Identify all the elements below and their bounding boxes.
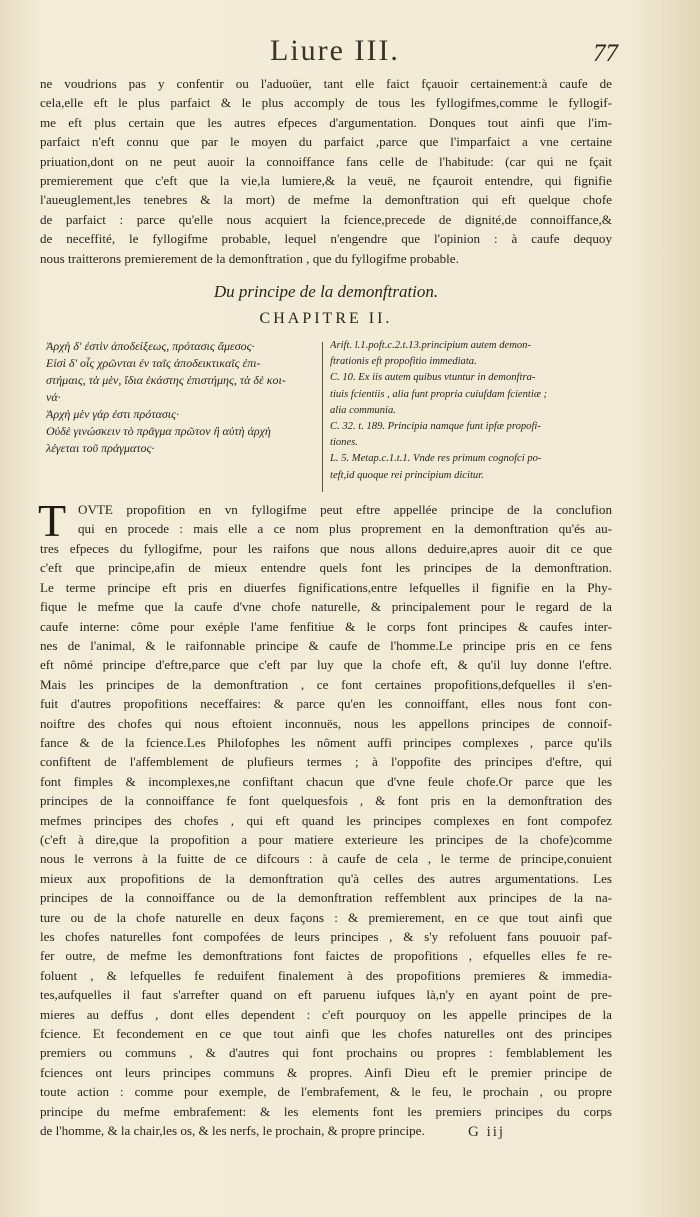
latin-note-line: ftrationis eft propofitio immediata.: [330, 356, 477, 368]
text-line: l'aueuglement,les tenebres & la mort) de mefme la demonftration qui eft quelque chofe: [40, 192, 612, 208]
text-line: OVTE propofition en vn fyllogifme peut eftre appellée principe de la conclufion: [78, 502, 612, 518]
text-line: ne voudrions pas y confentir ou l'aduoüer, tant elle faict fçauoir certainement:à caufe de: [40, 76, 612, 91]
text-line: font fimples & incomplexes,ne confiftant chacun que d'vne feule chofe.Or parce que les: [40, 773, 612, 789]
text-line: toute action : comme pour exemple, de l'embrafement, & le feu, le prochain , ou propre: [40, 1084, 612, 1100]
text-line: tres efpeces du fyllogifme, pour les raifons que nous allons deduire,apres auoir dit ce que: [40, 540, 612, 556]
text-line: premiers ou communs , & d'autres qui font prochains ou propres : femblablement les: [40, 1045, 612, 1061]
text-line: principe du mefme embrafement: & les elements font les premiers principes du corps: [40, 1103, 612, 1119]
text-line: principes de la connoiffance ou de la demonftration reffemblent aux principes de la na-: [40, 890, 612, 906]
text-line: fciences ont leurs principes communs & propres. Ainfi Dieu eft le premier principe de: [40, 1064, 612, 1080]
latin-note-line: L. 5. Metap.c.1.t.1. Vnde res primum cognofci po-: [330, 453, 542, 465]
latin-note-line: tiuis fcientiis , alia funt propria cuiufdam fcientiæ ;: [330, 388, 548, 400]
text-line: premierement que c'eft que la vie,la lumiere,& la veuë, ne fçauroit entendre, qui fignifie: [40, 173, 612, 189]
latin-note-line: tiones.: [330, 437, 358, 449]
greek-line: Οὐδὲ γινώσκειν τὸ πρᾶγμα πρῶτον ἢ αὐτὴ ἀρχὴ: [46, 424, 271, 439]
text-line: les chofes naturelles font compofées de leurs principes , & s'y refoluent fans pouuoir paf-: [40, 929, 612, 944]
text-line: principes de la connoiffance fe font quelquesfois , & font pris en la demonftration des: [40, 793, 612, 809]
section-heading: Du principe de la demonftration.: [213, 282, 439, 302]
text-line: mieux aux propofitions de la demonftration qu'à celles des autres argumentations. Les: [40, 870, 612, 886]
text-line: confiftent de l'affemblement de plufieurs termes ; à l'oppofite des principes d'eftre, qui: [40, 754, 612, 770]
text-line: nes de l'animal, & le raifonnable principe & caufe de l'homme.Le principe pris en ce fens: [40, 637, 612, 653]
greek-quotations: [46, 338, 318, 457]
running-head: [0, 34, 700, 74]
running-title: Liure III.: [270, 34, 400, 67]
greek-line: στήμαις, τὰ μὲν, ἴδια ἑκάστης ἐπιστήμης, τὰ δὲ κοι-: [46, 373, 286, 388]
text-line: cela,elle eft le plus parfaict & le plus accomply de tous les fyllogifmes,comme le fyllogif-: [40, 95, 612, 111]
page-number: 77: [593, 40, 618, 67]
text-line: tes,aufquelles il faut s'arrefter quand on eft paruenu iufques là,n'y en ayant point de pre-: [40, 987, 612, 1003]
latin-note-line: Arift. l.1.poft.c.2.t.13.principium autem demon-: [330, 340, 531, 352]
text-block: [40, 74, 612, 1140]
text-line: me eft plus certain que les autres efpeces d'argumentation. Donques tout ainfi que l'im-: [40, 114, 612, 130]
text-line: caufe interne: côme pour exéple l'ame fenfitiue & le corps font principes & caufes inter-: [40, 618, 612, 634]
text-line: fuit d'autres propofitions neceffaires: & parce qu'en les connoiffant, elles nous font con-: [40, 696, 612, 712]
greek-line: νά·: [46, 390, 61, 405]
text-line: fer outre, de mefme les demonftrations font faictes de propofitions , efquelles elles fe re-: [40, 948, 612, 964]
text-line: fcience. Et fecondement en ce que tout ainfi que les chofes naturelles ont des principes: [40, 1026, 612, 1042]
latin-note-line: alia communia.: [330, 404, 396, 416]
text-line: mefmes principes des chofes , qui eft quand les principes complexes en font compofez: [40, 812, 612, 828]
body-lines: [38, 495, 612, 1140]
signature-mark: G iij: [468, 1124, 506, 1140]
text-line: c'eft que principe,afin de mieux entendre quels font les principes de la demonftration.: [40, 560, 612, 576]
text-line: Mais les principes de la demonftration , ce font certaines propofitions,defquelles il s'en-: [40, 676, 612, 692]
drop-cap: T: [38, 495, 67, 547]
body-paragraph: [38, 495, 612, 1140]
text-line: priuation,dont on ne peut auoir la connoiffance fans celle de l'habitude: (car qui ne fçait: [40, 153, 612, 169]
text-line: noiftre des chofes qui nous eftoient inconnuës, nous les appellons principes de connoif-: [40, 715, 612, 731]
greek-line: Εἰσὶ δ' οἷς χρῶνται ἐν ταῖς ἀποδεικτικαῖς ἐπι-: [46, 356, 261, 371]
text-line: de parfaict : parce qu'elle nous acquiert la fcience,precede de dignité,de connoiffance,&: [40, 211, 612, 227]
text-line: mieres au deffus , dont elles dependent : c'eft pourquoy on les appelle principes de la: [40, 1006, 612, 1022]
text-line: nous le verrons à la fuitte de ce difcours : à caufe de cela , le terme de principe,conuient: [40, 851, 612, 867]
citation-block: [40, 338, 612, 492]
text-line: eft nômé principe d'eftre,parce que c'eft par luy que la chofe eft, & qu'il luy donne l'eftre.: [40, 657, 612, 673]
text-line: (c'eft à dire,que la propofition a pour matiere exterieure les principes de la chofe)comme: [40, 831, 612, 847]
text-line: de l'homme, & la chair,les os, & les nerfs, le prochain, & propre principe.: [40, 1123, 425, 1139]
text-line: Le terme principe eft pris en diuerfes fignifications,entre lefquelles il fignifie en la Phy-: [40, 579, 612, 595]
chapter-heading: CHAPITRE II.: [259, 310, 393, 328]
text-line: nous traitterons premierement de la demonftration , que du fyllogifme probable.: [40, 250, 459, 266]
text-line: fance & de la fcience.Les Philofophes les nôment auffi principes complexes , parce qu'ils: [40, 734, 612, 750]
intro-paragraph: [40, 74, 612, 268]
greek-line: Ἀρχὴ δ' ἐστὶν ἀποδείξεως, πρότασις ἄμεσος·: [46, 339, 255, 354]
text-line: qui en procede : mais elle a ce nom plus proprement en la demonftration qu'és au-: [78, 521, 612, 537]
latin-note-line: C. 10. Ex iis autem quibus vtuntur in demonftra-: [330, 372, 536, 384]
greek-line: Ἀρχὴ μὲν γάρ ἐστι πρότασις·: [46, 407, 179, 422]
greek-line: λέγεται τοῦ πράγματος·: [46, 441, 155, 456]
latin-marginal-notes: [330, 338, 612, 484]
text-line: foluent , & lefquelles fe reduifent finalement à des propofitions premieres & immedia-: [40, 967, 612, 983]
text-line: ture ou de la chofe naturelle en deux façons : & premierement, en ce que tout ainfi que: [40, 909, 612, 925]
column-divider: [322, 342, 323, 492]
text-line: de neceffité, le fyllogifme probable, lequel n'engendre que l'opinion : à caufe dequoy: [40, 231, 612, 247]
latin-note-line: teft,id quoque rei principium dicitur.: [330, 469, 484, 481]
text-line: parfaict n'eft connu que par le moyen du parfaict ,parce que l'imparfaict a vne certaine: [40, 134, 612, 150]
latin-note-line: C. 32. t. 189. Principia namque funt ipfæ propofi-: [330, 421, 541, 433]
text-line: fique le mefme que la caufe d'vne chofe naturelle, & principalement pour le regard de la: [40, 599, 612, 615]
